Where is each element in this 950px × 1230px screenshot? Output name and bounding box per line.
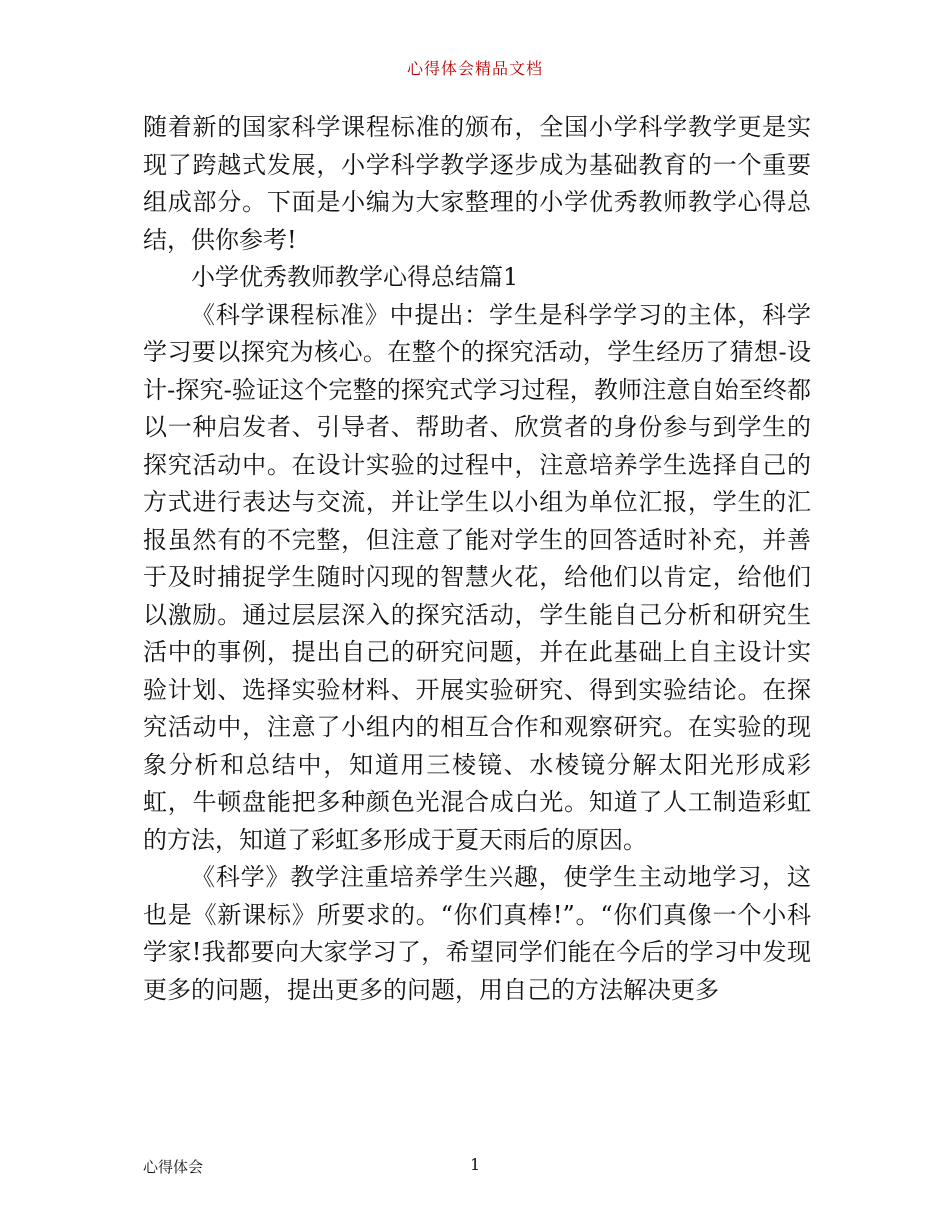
- body-paragraph-1: 《科学课程标准》中提出：学生是科学学习的主体，科学学习要以探究为核心。在整个的探究活动，学生经历了猜想-设计-探究-验证这个完整的探究式学习过程，教师注意自始至终都以一种启发者、引导者、帮助者、欣赏者的身份参与到学生的探究活动中。在设计实验的过程中，注意培养学生选择自己的方式进行表达与交流，并让学生以小组为单位汇报，学生的汇报虽然有的不完整，但注意了能对学生的回答适时补充，并善于及时捕捉学生随时闪现的智慧火花，给他们以肯定，给他们以激励。通过层层深入的探究活动，学生能自己分析和研究生活中的事例，提出自己的研究问题，并在此基础上自主设计实验计划、选择实验材料、开展实验研究、得到实验结论。在探究活动中，注意了小组内的相互合作和观察研究。在实验的现象分析和总结中，知道用三棱镜、水棱镜分解太阳光形成彩虹，牛顿盘能把多种颜色光混合成白光。知道了人工制造彩虹的方法，知道了彩虹多形成于夏天雨后的原因。: [143, 300, 811, 854]
- body-paragraph-2: 《科学》教学注重培养学生兴趣，使学生主动地学习，这也是《新课标》所要求的。“你们真棒!”。“你们真像一个小科学家!我都要向大家学习了，希望同学们能在今后的学习中发现更多的问题，提出更多的问题，用自己的方法解决更多: [143, 863, 811, 1004]
- page-number: 1: [470, 1155, 481, 1174]
- page-header-title: 心得体会精品文档: [406, 59, 543, 78]
- document-body: [143, 109, 811, 1009]
- footer-label: 心得体会: [143, 1158, 204, 1176]
- section-heading: 小学优秀教师教学心得总结篇1: [191, 263, 519, 291]
- intro-paragraph: 随着新的国家科学课程标准的颁布，全国小学科学教学更是实现了跨越式发展，小学科学教学逐步成为基础教育的一个重要组成部分。下面是小编为大家整理的小学优秀教师教学心得总结，供你参考!: [143, 113, 811, 254]
